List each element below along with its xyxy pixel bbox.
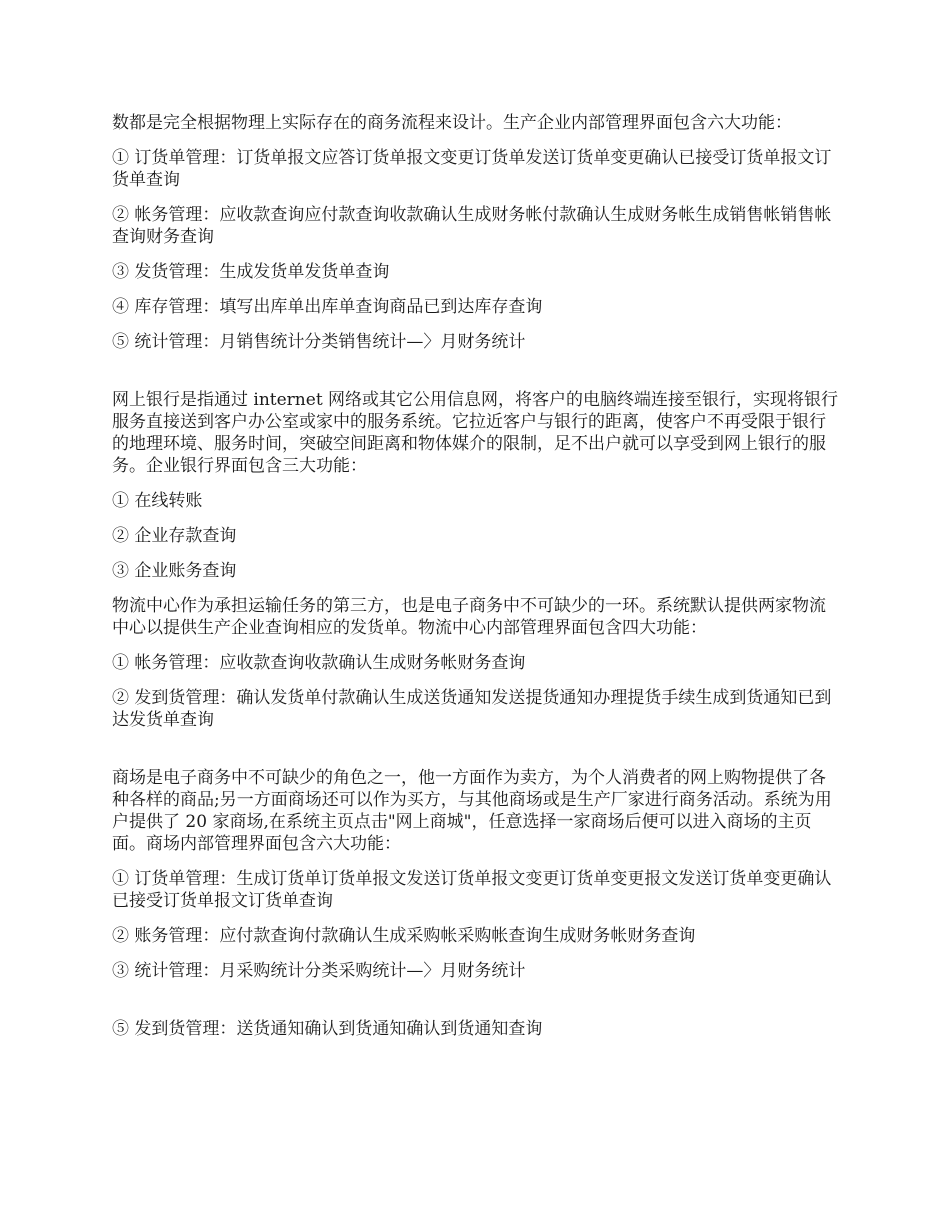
list-item-shipping-management: ③ 发货管理：生成发货单发货单查询 xyxy=(112,262,390,282)
paragraph-logistics-center: 物流中心作为承担运输任务的第三方，也是电子商务中不可缺少的一环。系统默认提供两家物流中心以提供生产企业查询相应的发货单。物流中心内部管理界面包含四大功能： xyxy=(112,596,826,638)
list-item-deposit-query: ② 企业存款查询 xyxy=(112,526,237,546)
list-item-logistics-delivery: ② 发到货管理：确认发货单付款确认生成送货通知发送提货通知办理提货手续生成到货通知已到达发货单查询 xyxy=(112,688,832,730)
paragraph-online-banking: 网上银行是指通过 internet 网络或其它公用信息网，将客户的电脑终端连接至银行，实现将银行服务直接送到客户办公室或家中的服务系统。它拉近客户与银行的距离，使客户不再受限于银行的地理环境、服务时间，突破空间距离和物体媒介的限制，足不出户就可以享受到网上银行的服务。企业银行界面包含三大功能： xyxy=(112,390,839,476)
list-item-account-query: ③ 企业账务查询 xyxy=(112,561,237,581)
document-page xyxy=(112,112,840,1040)
list-item-inventory-management: ④ 库存管理：填写出库单出库单查询商品已到达库存查询 xyxy=(112,297,543,317)
list-item-online-transfer: ① 在线转账 xyxy=(112,491,203,511)
list-item-mall-account: ② 账务管理：应付款查询付款确认生成采购帐采购帐查询生成财务帐财务查询 xyxy=(112,926,696,946)
paragraph-mall: 商场是电子商务中不可缺少的角色之一，他一方面作为卖方，为个人消费者的网上购物提供了各种各样的商品;另一方面商场还可以作为买方，与其他商场或是生产厂家进行商务活动。系统为用户提供了 20 家商场,在系统主页点击"网上商城"，任意选择一家商场后便可以进入商场的主页面。商场内部管理界面包含六大功能： xyxy=(112,768,832,854)
list-item-logistics-account: ① 帐务管理：应收款查询收款确认生成财务帐财务查询 xyxy=(112,653,526,673)
list-item-account-management: ② 帐务管理：应收款查询应付款查询收款确认生成财务帐付款确认生成财务帐生成销售帐销售帐查询财务查询 xyxy=(112,205,832,247)
list-item-mall-statistics: ③ 统计管理：月采购统计分类采购统计—〉月财务统计 xyxy=(112,961,526,981)
paragraph-intro-producer: 数都是完全根据物理上实际存在的商务流程来设计。生产企业内部管理界面包含六大功能： xyxy=(112,113,792,133)
list-item-statistics-management: ⑤ 统计管理：月销售统计分类销售统计—〉月财务统计 xyxy=(112,332,526,352)
list-item-mall-delivery: ⑤ 发到货管理：送货通知确认到货通知确认到货通知查询 xyxy=(112,1019,543,1039)
list-item-mall-order: ① 订货单管理：生成订货单订货单报文发送订货单报文变更订货单变更报文发送订货单变更确认已接受订货单报文订货单查询 xyxy=(112,869,832,911)
list-item-order-management: ① 订货单管理：订货单报文应答订货单报文变更订货单发送订货单变更确认已接受订货单报文订货单查询 xyxy=(112,148,832,190)
